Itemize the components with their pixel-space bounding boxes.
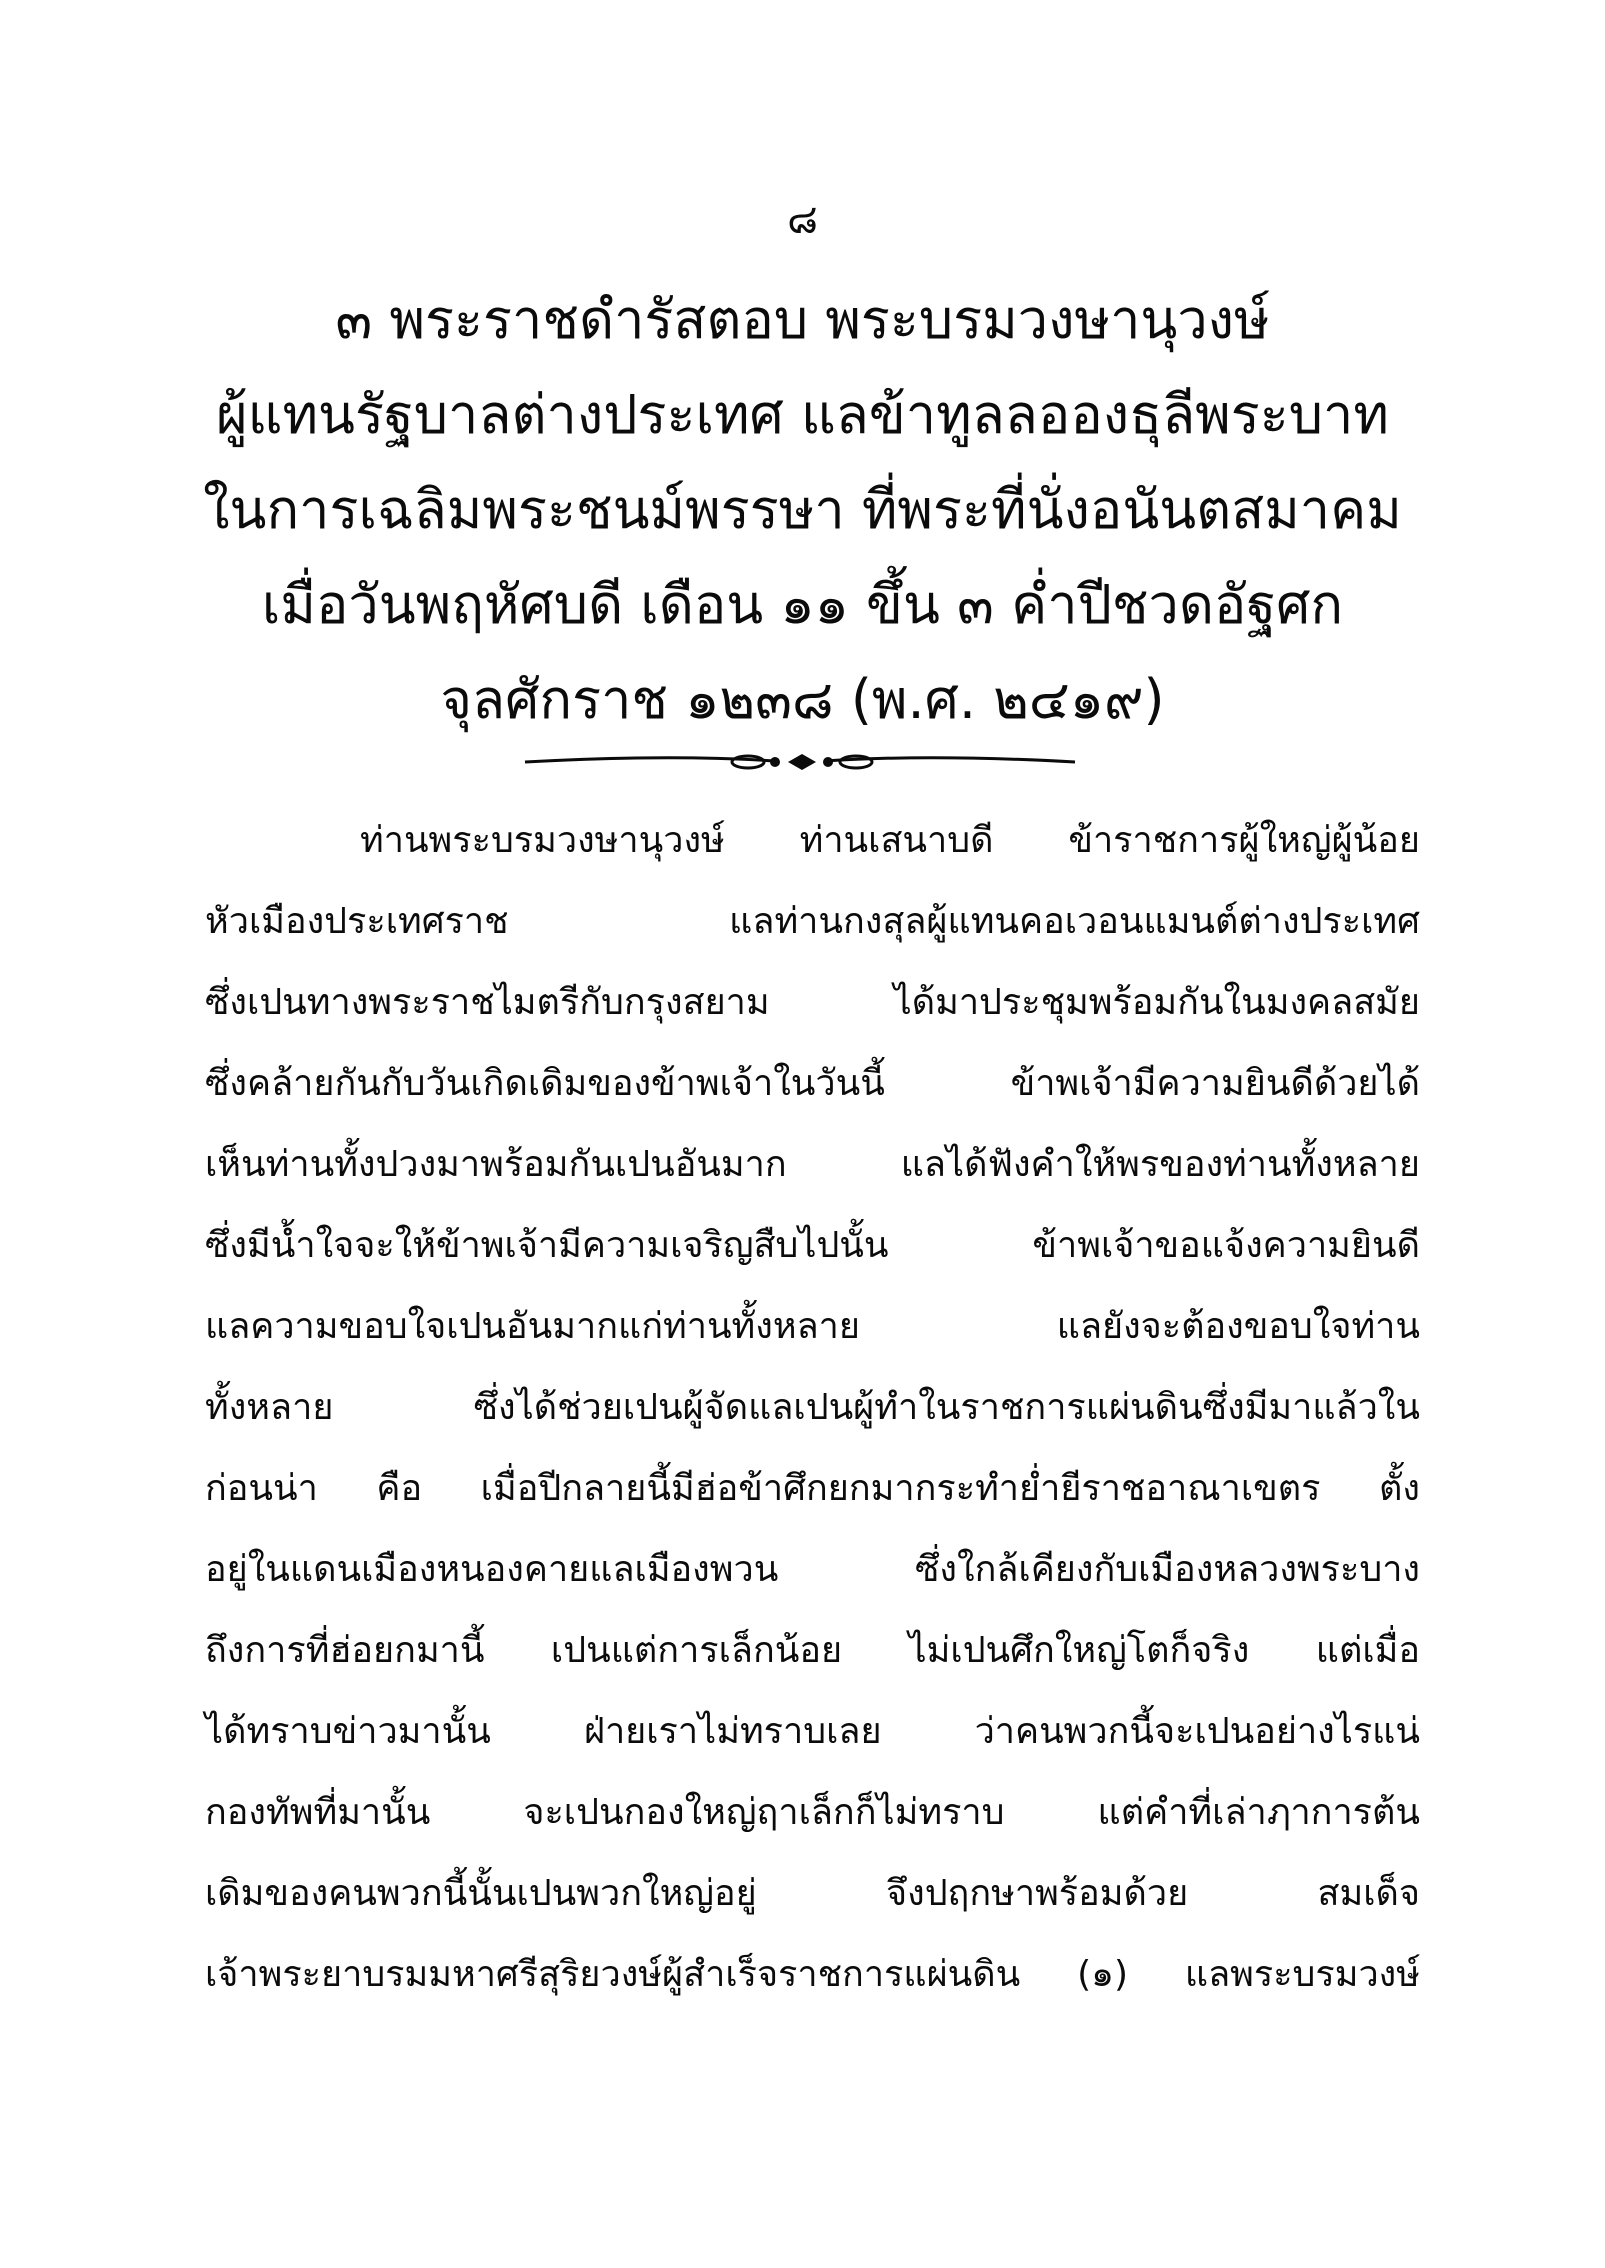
body-line: ท่านพระบรมวงษานุวงษ์ ท่านเสนาบดี ข้าราชการผู้ใหญ่ผู้น้อย <box>360 820 1420 861</box>
body-line: ก่อนน่า คือ เมื่อปีกลายนี้มีฮ่อข้าศึกยกมากระทำย่ำยีราชอาณาเขตร ตั้ง <box>205 1468 1420 1509</box>
body-line: อยู่ในแดนเมืองหนองคายแลเมืองพวน ซึ่งใกล้เคียงกับเมืองหลวงพระบาง <box>205 1549 1420 1590</box>
body-line: ทั้งหลาย ซึ่งได้ช่วยเปนผู้จัดแลเปนผู้ทำในราชการแผ่นดินซึ่งมีมาแล้วใน <box>205 1387 1420 1428</box>
page-number: ๘ <box>787 197 818 243</box>
body-line: ซึ่งคล้ายกันกับวันเกิดเดิมของข้าพเจ้าในวันนี้ ข้าพเจ้ามีความยินดีด้วยได้ <box>205 1063 1420 1104</box>
body-line: แลความขอบใจเปนอันมากแก่ท่านทั้งหลาย แลยังจะต้องขอบใจท่าน <box>205 1306 1420 1347</box>
heading-line-title: ๓ พระราชดำรัสตอบ พระบรมวงษานุวงษ์ <box>335 288 1270 351</box>
body-line: เห็นท่านทั้งปวงมาพร้อมกันเปนอันมาก แลได้ฟังคำให้พรของท่านทั้งหลาย <box>205 1144 1420 1185</box>
heading-line-era: จุลศักราช ๑๒๓๘ (พ.ศ. ๒๔๑๙) <box>440 668 1165 731</box>
body-line: หัวเมืองประเทศราช แลท่านกงสุลผู้แทนคอเวอนแมนต์ต่างประเทศ <box>205 901 1420 942</box>
body-line: ถึงการที่ฮ่อยกมานี้ เปนแต่การเล็กน้อย ไม่เปนศึกใหญ่โตก็จริง แต่เมื่อ <box>205 1630 1420 1671</box>
ornamental-divider-icon <box>520 742 1080 782</box>
body-line: เจ้าพระยาบรมมหาศรีสุริยวงษ์ผู้สำเร็จราชการแผ่นดิน (๑) แลพระบรมวงษ์ <box>205 1954 1420 1995</box>
body-line: ซึ่งเปนทางพระราชไมตรีกับกรุงสยาม ได้มาประชุมพร้อมกันในมงคลสมัย <box>205 982 1420 1023</box>
heading-line-audience: ผู้แทนรัฐบาลต่างประเทศ แลข้าทูลลอองธุลีพระบาท <box>216 383 1389 446</box>
body-line: ได้ทราบข่าวมานั้น ฝ่ายเราไม่ทราบเลย ว่าคนพวกนี้จะเปนอย่างไรแน่ <box>205 1711 1420 1752</box>
body-line: กองทัพที่มานั้น จะเปนกองใหญ่ฤาเล็กก็ไม่ทราบ แต่คำที่เล่าฦาการต้น <box>205 1792 1420 1833</box>
heading-line-date: เมื่อวันพฤหัศบดี เดือน ๑๑ ขึ้น ๓ ค่ำปีชวดอัฐศก <box>261 573 1344 636</box>
heading-line-occasion: ในการเฉลิมพระชนม์พรรษา ที่พระที่นั่งอนันตสมาคม <box>203 478 1402 541</box>
speech-body <box>205 800 1420 2015</box>
section-heading <box>200 272 1405 747</box>
body-line: ซึ่งมีน้ำใจจะให้ข้าพเจ้ามีความเจริญสืบไปนั้น ข้าพเจ้าขอแจ้งความยินดี <box>205 1225 1420 1266</box>
body-line: เดิมของคนพวกนี้นั้นเปนพวกใหญ่อยู่ จึงปฤกษาพร้อมด้วย สมเด็จ <box>205 1873 1420 1914</box>
